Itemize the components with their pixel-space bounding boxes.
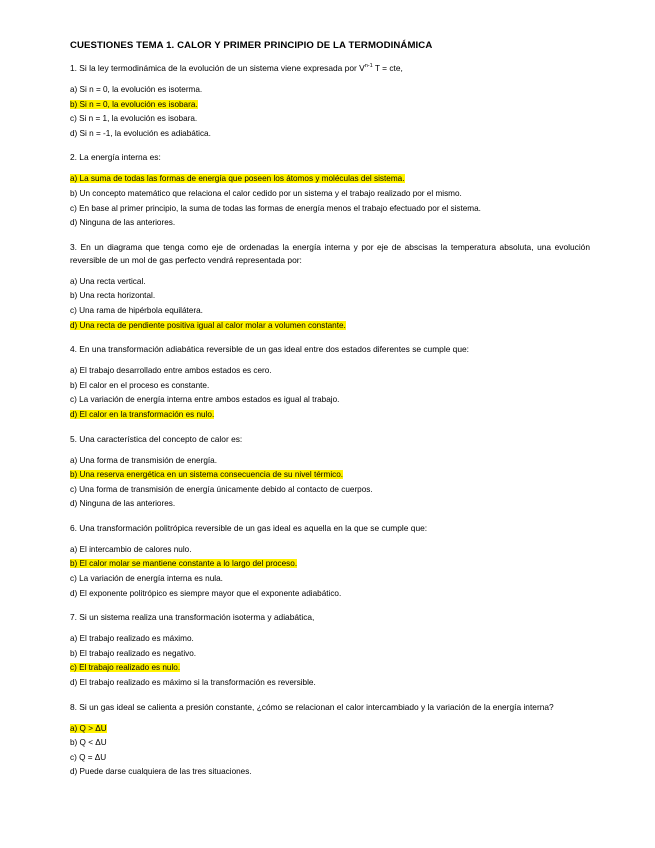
question-1 [70,62,590,141]
option-b: b) Una recta horizontal. [70,291,156,301]
option-a: a) Una forma de transmisión de energía. [70,455,217,465]
document-page [70,40,590,790]
question-text: 7. Si un sistema realiza una transformación isoterma y adiabática, [70,612,315,623]
question-text: 5. Una característica del concepto de calor es: [70,433,243,444]
option-a-correct [70,172,590,187]
question-text: 8. Si un gas ideal se calienta a presión constante, ¿cómo se relacionan el calor intercambiado y la variación de la energía interna? [70,701,554,712]
question-text-part: T = cte, [372,63,403,73]
highlighted-answer: a) La suma de todas las formas de energía que poseen los átomos y moléculas del sistema. [70,174,405,184]
question-7 [70,611,590,690]
option-b: b) El calor en el proceso es constante. [70,380,210,390]
question-6 [70,522,590,601]
document-title: CUESTIONES TEMA 1. CALOR Y PRIMER PRINCIPIO DE LA TERMODINÁMICA [70,40,433,51]
highlighted-answer: d) Una recta de pendiente positiva igual al calor molar a volumen constante. [70,320,346,330]
option-c: c) Q = ΔU [70,752,107,762]
question-text: 4. En una transformación adiabática reversible de un gas ideal entre dos estados diferentes se cumple que: [70,344,469,355]
question-text [70,62,590,75]
option-d: d) Si n = -1, la evolución es adiabática. [70,128,211,138]
option-b-correct [70,98,590,113]
question-exponent: n-1 [364,63,373,70]
question-text-part: 1. Si la ley termodinámica de la evolución de un sistema viene expresada por V [70,63,365,73]
option-d: d) Ninguna de las anteriores. [70,499,176,509]
option-c: c) En base al primer principio, la suma de todas las formas de energía menos el trabajo efectuado por el sistema. [70,203,481,213]
option-d: d) Puede darse cualquiera de las tres situaciones. [70,767,252,777]
option-a: a) Si n = 0, la evolución es isoterma. [70,85,203,94]
option-d-correct [70,319,590,334]
option-d: d) El exponente politrópico es siempre mayor que el exponente adiabático. [70,588,342,598]
option-b-correct [70,468,590,483]
highlighted-answer: d) El calor en la transformación es nulo. [70,409,215,419]
highlighted-answer: b) Si n = 0, la evolución es isobara. [70,99,198,109]
option-d: d) El trabajo realizado es máximo si la transformación es reversible. [70,678,316,688]
option-b: b) Q < ΔU [70,738,107,748]
highlighted-answer: b) Una reserva energética en un sistema consecuencia de su nivel térmico. [70,470,344,480]
option-a: a) El intercambio de calores nulo. [70,544,192,554]
highlighted-answer: c) El trabajo realizado es nulo. [70,663,181,673]
question-3 [70,241,590,333]
question-4 [70,343,590,422]
option-c: c) La variación de energía interna es nula. [70,574,223,584]
option-c-correct [70,661,590,676]
option-a-correct [70,722,590,737]
highlighted-answer: a) Q > ΔU [70,723,107,733]
option-d-correct [70,408,590,423]
option-a: a) El trabajo desarrollado entre ambos estados es cero. [70,366,272,376]
option-c: c) La variación de energía interna entre ambos estados es igual al trabajo. [70,395,340,405]
question-text: 2. La energía interna es: [70,152,161,163]
option-c: c) Una forma de transmisión de energía únicamente debido al contacto de cuerpos. [70,484,373,494]
option-b: b) Un concepto matemático que relaciona el calor cedido por un sistema y el trabajo realizado por el mismo. [70,188,462,198]
option-b: b) El trabajo realizado es negativo. [70,648,197,658]
option-a: a) Una recta vertical. [70,276,146,286]
question-5 [70,433,590,512]
question-2 [70,151,590,230]
option-c: c) Una rama de hipérbola equilátera. [70,305,203,315]
question-text: 3. En un diagrama que tenga como eje de ordenadas la energía interna y por eje de abscisas la temperatura absoluta, una evolución reversible de un mol de gas perfecto vendrá representada por: [70,241,590,265]
option-a: a) El trabajo realizado es máximo. [70,634,194,644]
question-8 [70,701,590,780]
option-d: d) Ninguna de las anteriores. [70,218,176,228]
option-b-correct [70,557,590,572]
question-text: 6. Una transformación politrópica reversible de un gas ideal es aquella en la que se cumple que: [70,522,428,533]
option-c: c) Si n = 1, la evolución es isobara. [70,114,198,124]
highlighted-answer: b) El calor molar se mantiene constante a lo largo del proceso. [70,559,298,569]
